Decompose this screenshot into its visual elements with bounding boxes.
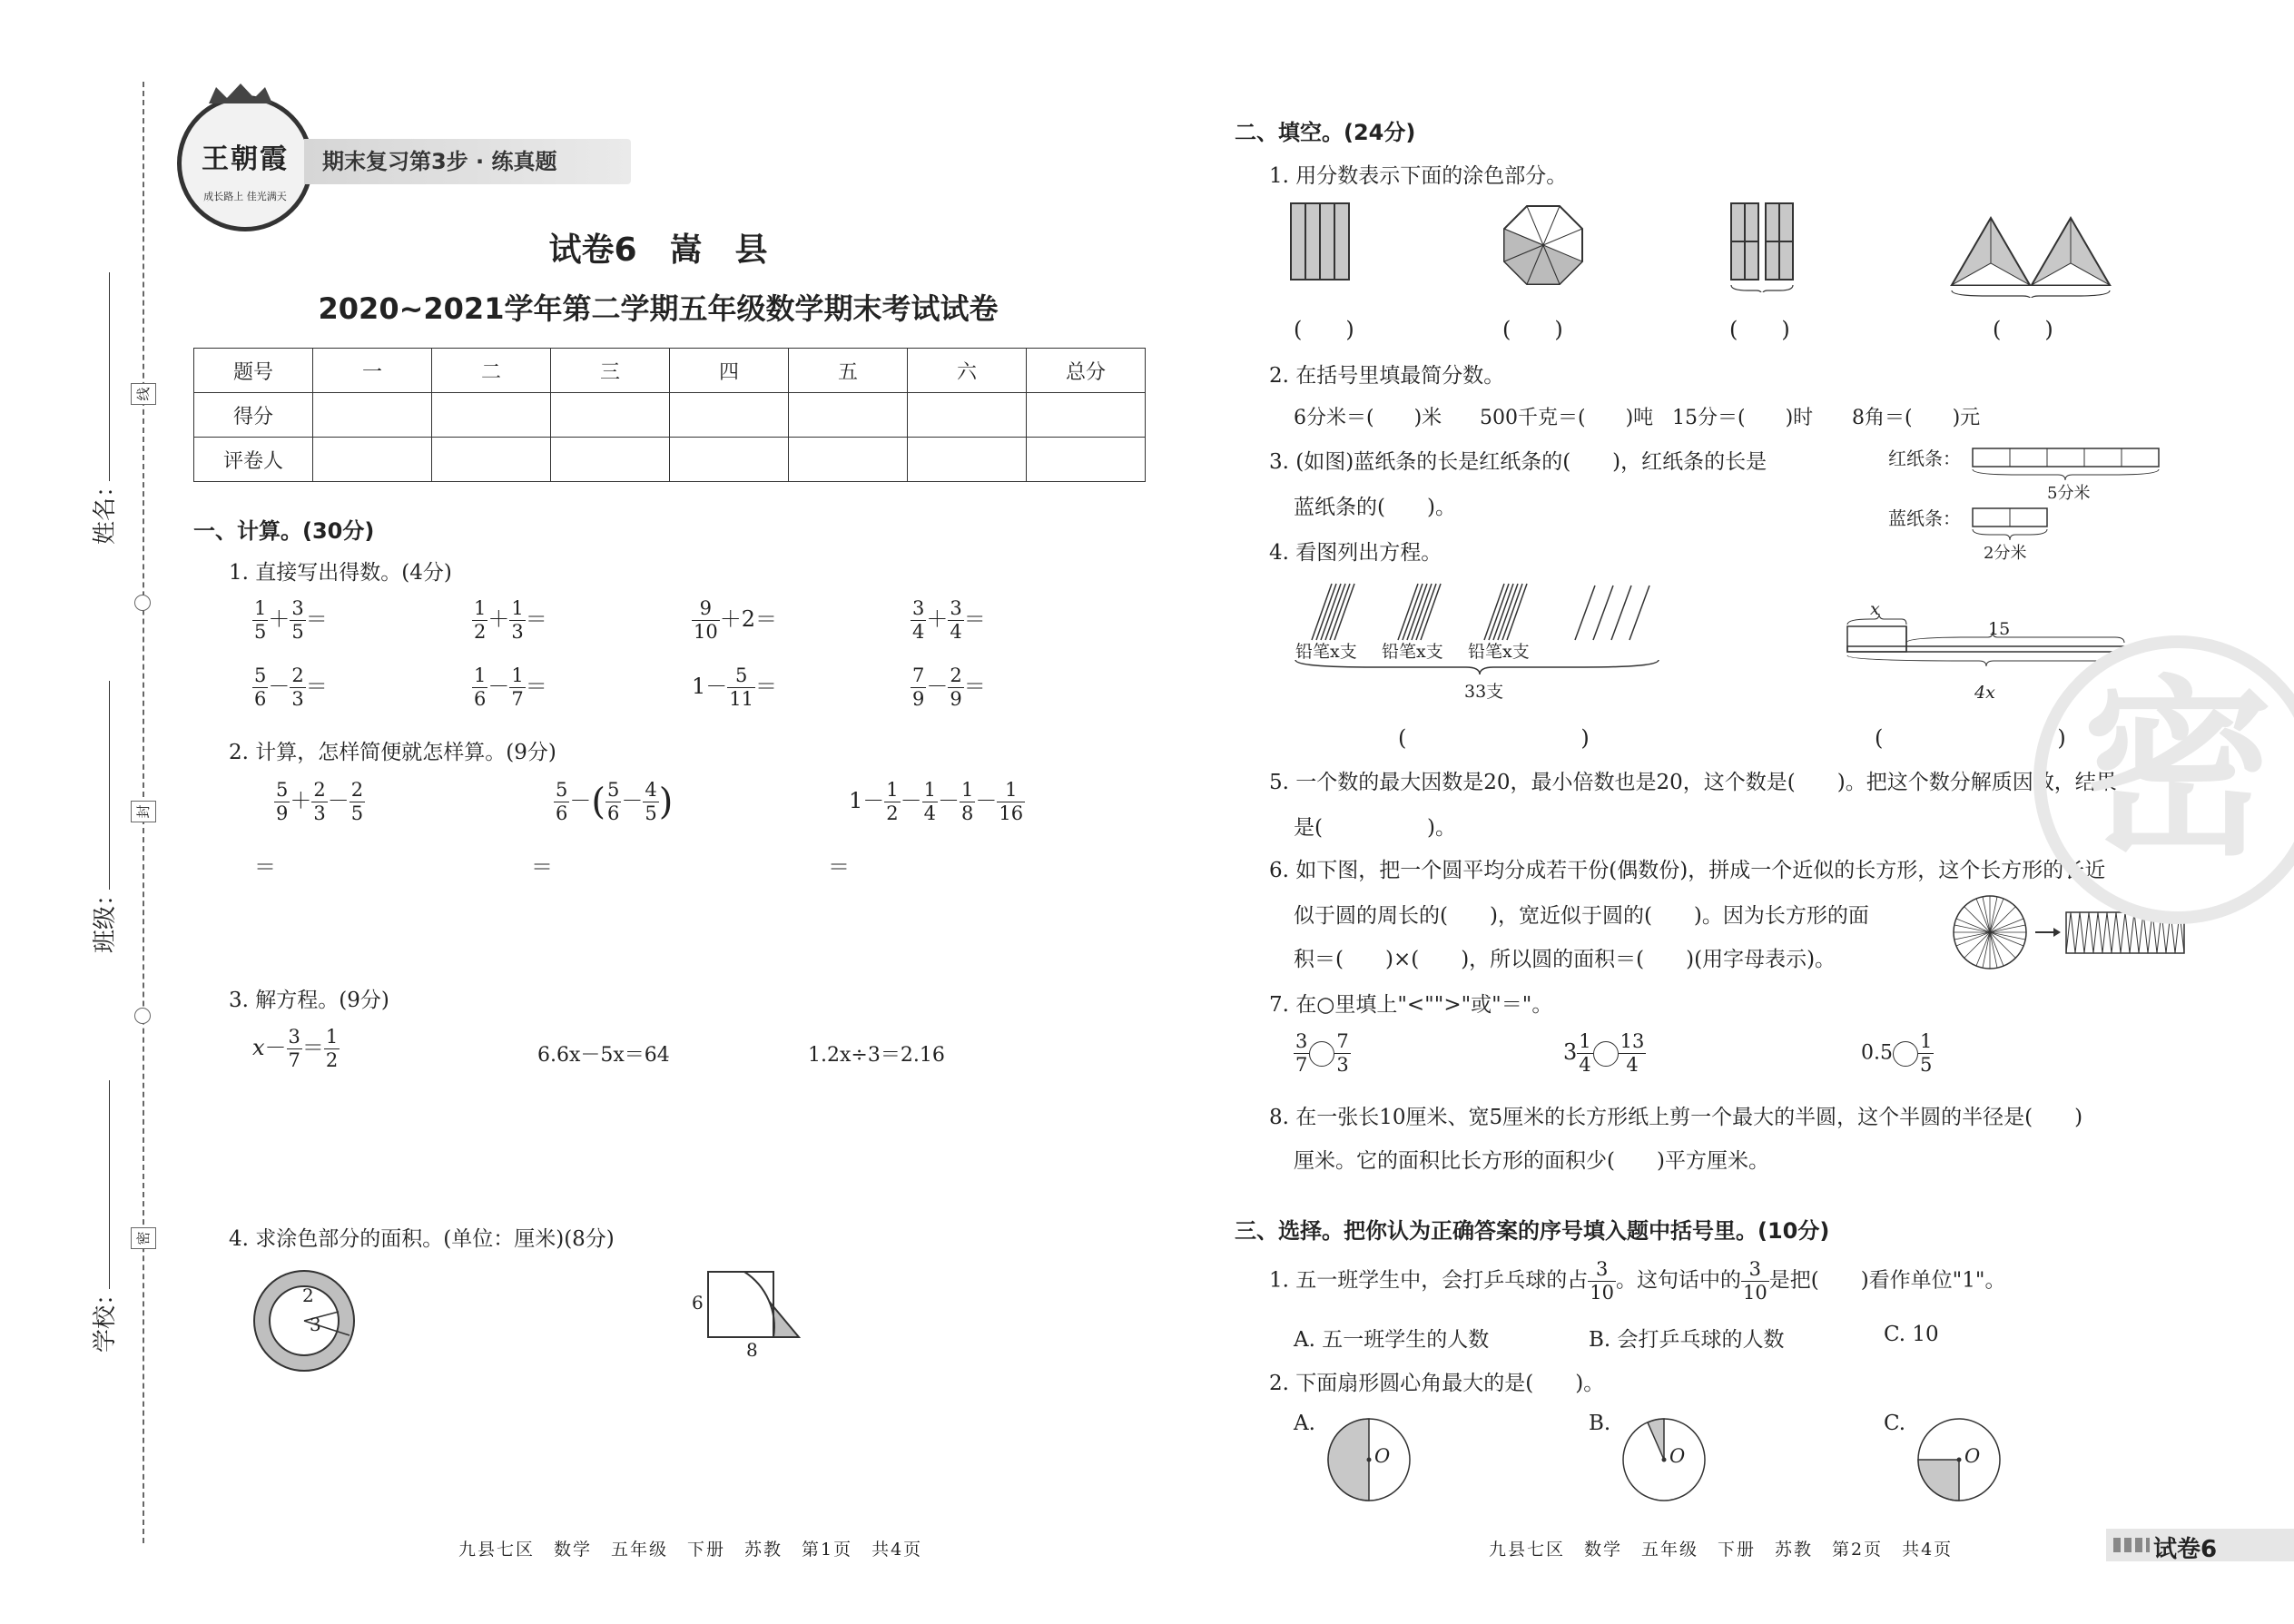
part3-q2: 2. 下面扇形圆心角最大的是( )。 (1269, 1372, 1605, 1395)
part1-q2: 2. 计算，怎样简便就怎样算。(9分) (229, 741, 556, 764)
part2-q2: 2. 在括号里填最简分数。 (1269, 364, 1505, 388)
grader-input-cell[interactable] (789, 438, 908, 482)
binding-strip (0, 0, 182, 1624)
pencil-label: 铅笔x支 (1295, 642, 1357, 662)
blue-strip-length: 2分米 (1984, 544, 2027, 563)
score-table-cell: 总分 (1027, 349, 1146, 393)
choice-option-b[interactable]: B. 会打乒乓球的人数 (1589, 1328, 1785, 1352)
center-o-label: O (1374, 1445, 1391, 1467)
sector-c-figure (1915, 1416, 2006, 1511)
score-table-cell: 一 (313, 349, 432, 393)
logo-badge (177, 95, 313, 231)
score-row-label: 得分 (194, 393, 313, 438)
score-table-cell: 题号 (194, 349, 313, 393)
score-table-cell: 六 (908, 349, 1027, 393)
logo-subtext: 成长路上 佳光满天 (203, 191, 287, 202)
part2-q6-line1: 6. 如下图，把一个圆平均分成若干份(偶数份)，拼成一个近似的长方形，这个长方形的长近 (1269, 859, 2106, 882)
score-input-cell[interactable] (1027, 393, 1146, 438)
simplify-item: $\frac{5}{6}$ －( $\frac{5}{6}$ － $\frac{4}{5}$ ) (556, 779, 674, 825)
ring-outer-radius: 3 (310, 1314, 321, 1335)
part2-q6-line2: 似于圆的周长的( )，宽近似于圆的( )。因为长方形的面 (1294, 904, 1869, 928)
footer-right: 九县七区 数学 五年级 下册 苏教 第2页 共4页 (1489, 1540, 1954, 1560)
red-strip-length: 5分米 (2047, 484, 2091, 503)
red-strip-label: 红纸条： (1888, 448, 1961, 469)
ring-figure (250, 1266, 359, 1375)
compare-item: $\frac{3}{7}$ $\frac{7}{3}$ (1295, 1030, 1349, 1077)
part1-q1: 1. 直接写出得数。(4分) (229, 561, 452, 585)
part2-q3-line1: 3. (如图)蓝纸条的长是红纸条的( )，红纸条的长是 (1269, 450, 1767, 474)
equation-item: 6.6x－5x＝64 (537, 1044, 670, 1067)
grader-input-cell[interactable] (313, 438, 432, 482)
grader-input-cell[interactable] (432, 438, 551, 482)
segment-15-label: 15 (1988, 619, 2011, 639)
compare-circle[interactable] (1893, 1041, 1918, 1067)
center-o-label: O (1669, 1445, 1686, 1467)
footer-badge (2106, 1529, 2294, 1561)
score-input-cell[interactable] (432, 393, 551, 438)
segment-x-label: x (1870, 599, 1880, 619)
part2-q7: 7. 在○里填上"<"">"或"＝"。 (1269, 993, 1553, 1017)
pencil-label: 铅笔x支 (1468, 642, 1530, 662)
choice-option-c[interactable]: C. 10 (1884, 1323, 1939, 1346)
name-label: 姓名： (92, 473, 119, 545)
answer-paren[interactable]: ( ) (1502, 317, 1563, 342)
square-side-label: 6 (692, 1292, 704, 1314)
calc-item: $\frac{1}{2}$ ＋ $\frac{1}{3}$ ＝ (474, 597, 547, 644)
part1-q3: 3. 解方程。(9分) (229, 989, 389, 1012)
shaded-bars-figure (1289, 202, 1353, 287)
pencil-bundles-figure (1294, 576, 1675, 713)
binding-tag-feng: 封 (131, 801, 156, 822)
equation-item: x－ $\frac{3}{7}$ ＝ $\frac{1}{2}$ (252, 1026, 339, 1072)
part1-title: 一、计算。(30分) (193, 518, 375, 544)
shaded-two-rects-figure (1729, 202, 1802, 296)
logo-text: 王朝霞 (202, 143, 289, 175)
conversion-item: 500千克＝( )吨 (1480, 407, 1654, 429)
part2-q8-line1: 8. 在一张长10厘米、宽5厘米的长方形纸上剪一个最大的半圆，这个半圆的半径是( ) (1269, 1106, 2083, 1129)
score-input-cell[interactable] (313, 393, 432, 438)
score-table-cell: 三 (551, 349, 670, 393)
binding-tag-mi: 密 (131, 1227, 156, 1249)
answer-paren[interactable]: ( ) (1294, 317, 1354, 342)
sector-b-figure (1620, 1416, 1711, 1511)
part2-q3-line2: 蓝纸条的( )。 (1294, 496, 1456, 519)
review-banner-text: 期末复习第3步 · 练真题 (322, 149, 557, 174)
base-label: 8 (746, 1339, 758, 1361)
compare-item: 0.5 $\frac{1}{5}$ (1861, 1030, 1933, 1077)
part3-q1-text-b: 。这句话中的 (1616, 1268, 1741, 1293)
part2-title: 二、填空。(24分) (1235, 120, 1416, 145)
grader-row-label: 评卷人 (194, 438, 313, 482)
footer-left: 九县七区 数学 五年级 下册 苏教 第1页 共4页 (458, 1540, 923, 1560)
paper-strips-figure (1888, 440, 2179, 567)
part2-q8-line2: 厘米。它的面积比长方形的面积少( )平方厘米。 (1294, 1149, 1769, 1173)
badge-text: 试卷6 (2153, 1536, 2218, 1563)
score-input-cell[interactable] (908, 393, 1027, 438)
conversion-item: 6分米＝( )米 (1294, 407, 1442, 429)
calc-item: $\frac{1}{5}$ ＋ $\frac{3}{5}$ ＝ (254, 597, 328, 644)
part3-q1: 1. 五一班学生中，会打乒乓球的占 $\frac{3}{10}$ 。这句话中的 $\frac{3}{10}$ 是把( )看作单位"1"。 (1269, 1258, 2006, 1304)
part2-q5-line2: 是( )。 (1294, 816, 1456, 840)
answer-paren[interactable]: ( ) (1398, 725, 1590, 751)
calc-item: $\frac{9}{10}$ ＋2＝ (694, 597, 778, 644)
segment-4x-label: 4x (1974, 683, 1995, 703)
grader-input-cell[interactable] (670, 438, 789, 482)
ring-inner-radius: 2 (302, 1284, 314, 1306)
answer-paren[interactable]: ( ) (1729, 317, 1790, 342)
sector-option-a-label[interactable]: A. (1294, 1412, 1315, 1435)
paper-title: 试卷6 嵩 县 (548, 231, 768, 269)
compare-circle[interactable] (1593, 1041, 1619, 1067)
grader-input-cell[interactable] (908, 438, 1027, 482)
part1-q4: 4. 求涂色部分的面积。(单位：厘米)(8分) (229, 1227, 615, 1251)
shaded-octagon-figure (1502, 204, 1584, 290)
score-table-header-row (194, 349, 1146, 393)
badge-squares (2113, 1538, 2150, 1552)
name-line (109, 272, 110, 481)
compare-circle[interactable] (1309, 1041, 1334, 1067)
class-label: 班级： (92, 881, 119, 953)
grader-input-cell[interactable] (1027, 438, 1146, 482)
part3-q1-text-c: 是把( )看作单位"1"。 (1768, 1268, 2006, 1293)
answer-paren[interactable]: ( ) (1993, 317, 2053, 342)
score-input-cell[interactable] (551, 393, 670, 438)
binding-tag-xian: 线 (131, 383, 156, 405)
pencil-total: 33支 (1464, 682, 1504, 702)
simplify-item: $\frac{5}{9}$ ＋ $\frac{2}{3}$ － $\frac{2}{5}$ (276, 779, 364, 825)
review-banner (304, 139, 631, 184)
equation-item: 1.2x÷3＝2.16 (808, 1044, 945, 1067)
simplify-item: 1－ $\frac{1}{2}$ － $\frac{1}{4}$ － $\frac{1}{8}$ － $\frac{1}{16}$ (849, 779, 1024, 825)
crown-icon (209, 84, 272, 103)
part2-q4: 4. 看图列出方程。 (1269, 541, 1442, 565)
part3-q1-text-a: 1. 五一班学生中，会打乒乓球的占 (1269, 1268, 1589, 1293)
conversion-item: 8角＝( )元 (1852, 407, 1981, 429)
score-row (194, 393, 1146, 438)
answer-paren[interactable]: ( ) (1875, 725, 2066, 751)
calc-item: 1－ $\frac{5}{11}$ ＝ (692, 664, 778, 711)
class-line (109, 681, 110, 890)
equals-sign: ＝ (254, 854, 276, 880)
binding-dot-2 (134, 1008, 151, 1024)
score-table-cell: 四 (670, 349, 789, 393)
calc-item: $\frac{1}{6}$ － $\frac{1}{7}$ ＝ (474, 664, 547, 711)
calc-item: $\frac{7}{9}$ － $\frac{2}{9}$ ＝ (912, 664, 986, 711)
sector-option-c-label[interactable]: C. (1884, 1412, 1906, 1435)
school-label: 学校： (92, 1281, 119, 1353)
sector-a-figure (1325, 1416, 1416, 1511)
compare-item: 3 $\frac{1}{4}$ $\frac{13}{4}$ (1563, 1030, 1645, 1077)
choice-option-a[interactable]: A. 五一班学生的人数 (1294, 1328, 1490, 1352)
part2-q6-line3: 积＝( )×( )，所以圆的面积＝( )(用字母表示)。 (1294, 948, 1836, 971)
binding-dot-1 (134, 595, 151, 611)
sector-option-b-label[interactable]: B. (1589, 1412, 1611, 1435)
pencil-label: 铅笔x支 (1382, 642, 1443, 662)
score-table-cell: 五 (789, 349, 908, 393)
conversion-item: 15分＝( )时 (1672, 407, 1814, 429)
calc-item: $\frac{5}{6}$ － $\frac{2}{3}$ ＝ (254, 664, 328, 711)
watermark-text: 密 (2082, 659, 2273, 881)
part3-title: 三、选择。把你认为正确答案的序号填入题中括号里。(10分) (1235, 1218, 1830, 1244)
score-table (193, 348, 1146, 482)
score-table-cell: 二 (432, 349, 551, 393)
equals-sign: ＝ (828, 854, 850, 880)
school-line (109, 1080, 110, 1289)
grader-row (194, 438, 1146, 482)
shaded-triangles-figure (1950, 216, 2113, 301)
part2-q5-line1: 5. 一个数的最大因数是20，最小倍数也是20，这个数是( )。把这个数分解质因数，结果 (1269, 771, 2117, 794)
grader-input-cell[interactable] (551, 438, 670, 482)
score-input-cell[interactable] (670, 393, 789, 438)
calc-item: $\frac{3}{4}$ ＋ $\frac{3}{4}$ ＝ (912, 597, 986, 644)
score-input-cell[interactable] (789, 393, 908, 438)
paper-subtitle: 2020~2021学年第二学期五年级数学期末考试试卷 (318, 291, 999, 326)
part2-q1: 1. 用分数表示下面的涂色部分。 (1269, 164, 1568, 188)
blue-strip-label: 蓝纸条： (1888, 507, 1961, 529)
center-o-label: O (1964, 1445, 1981, 1467)
square-quarter-figure (690, 1266, 817, 1366)
equals-sign: ＝ (531, 854, 553, 880)
